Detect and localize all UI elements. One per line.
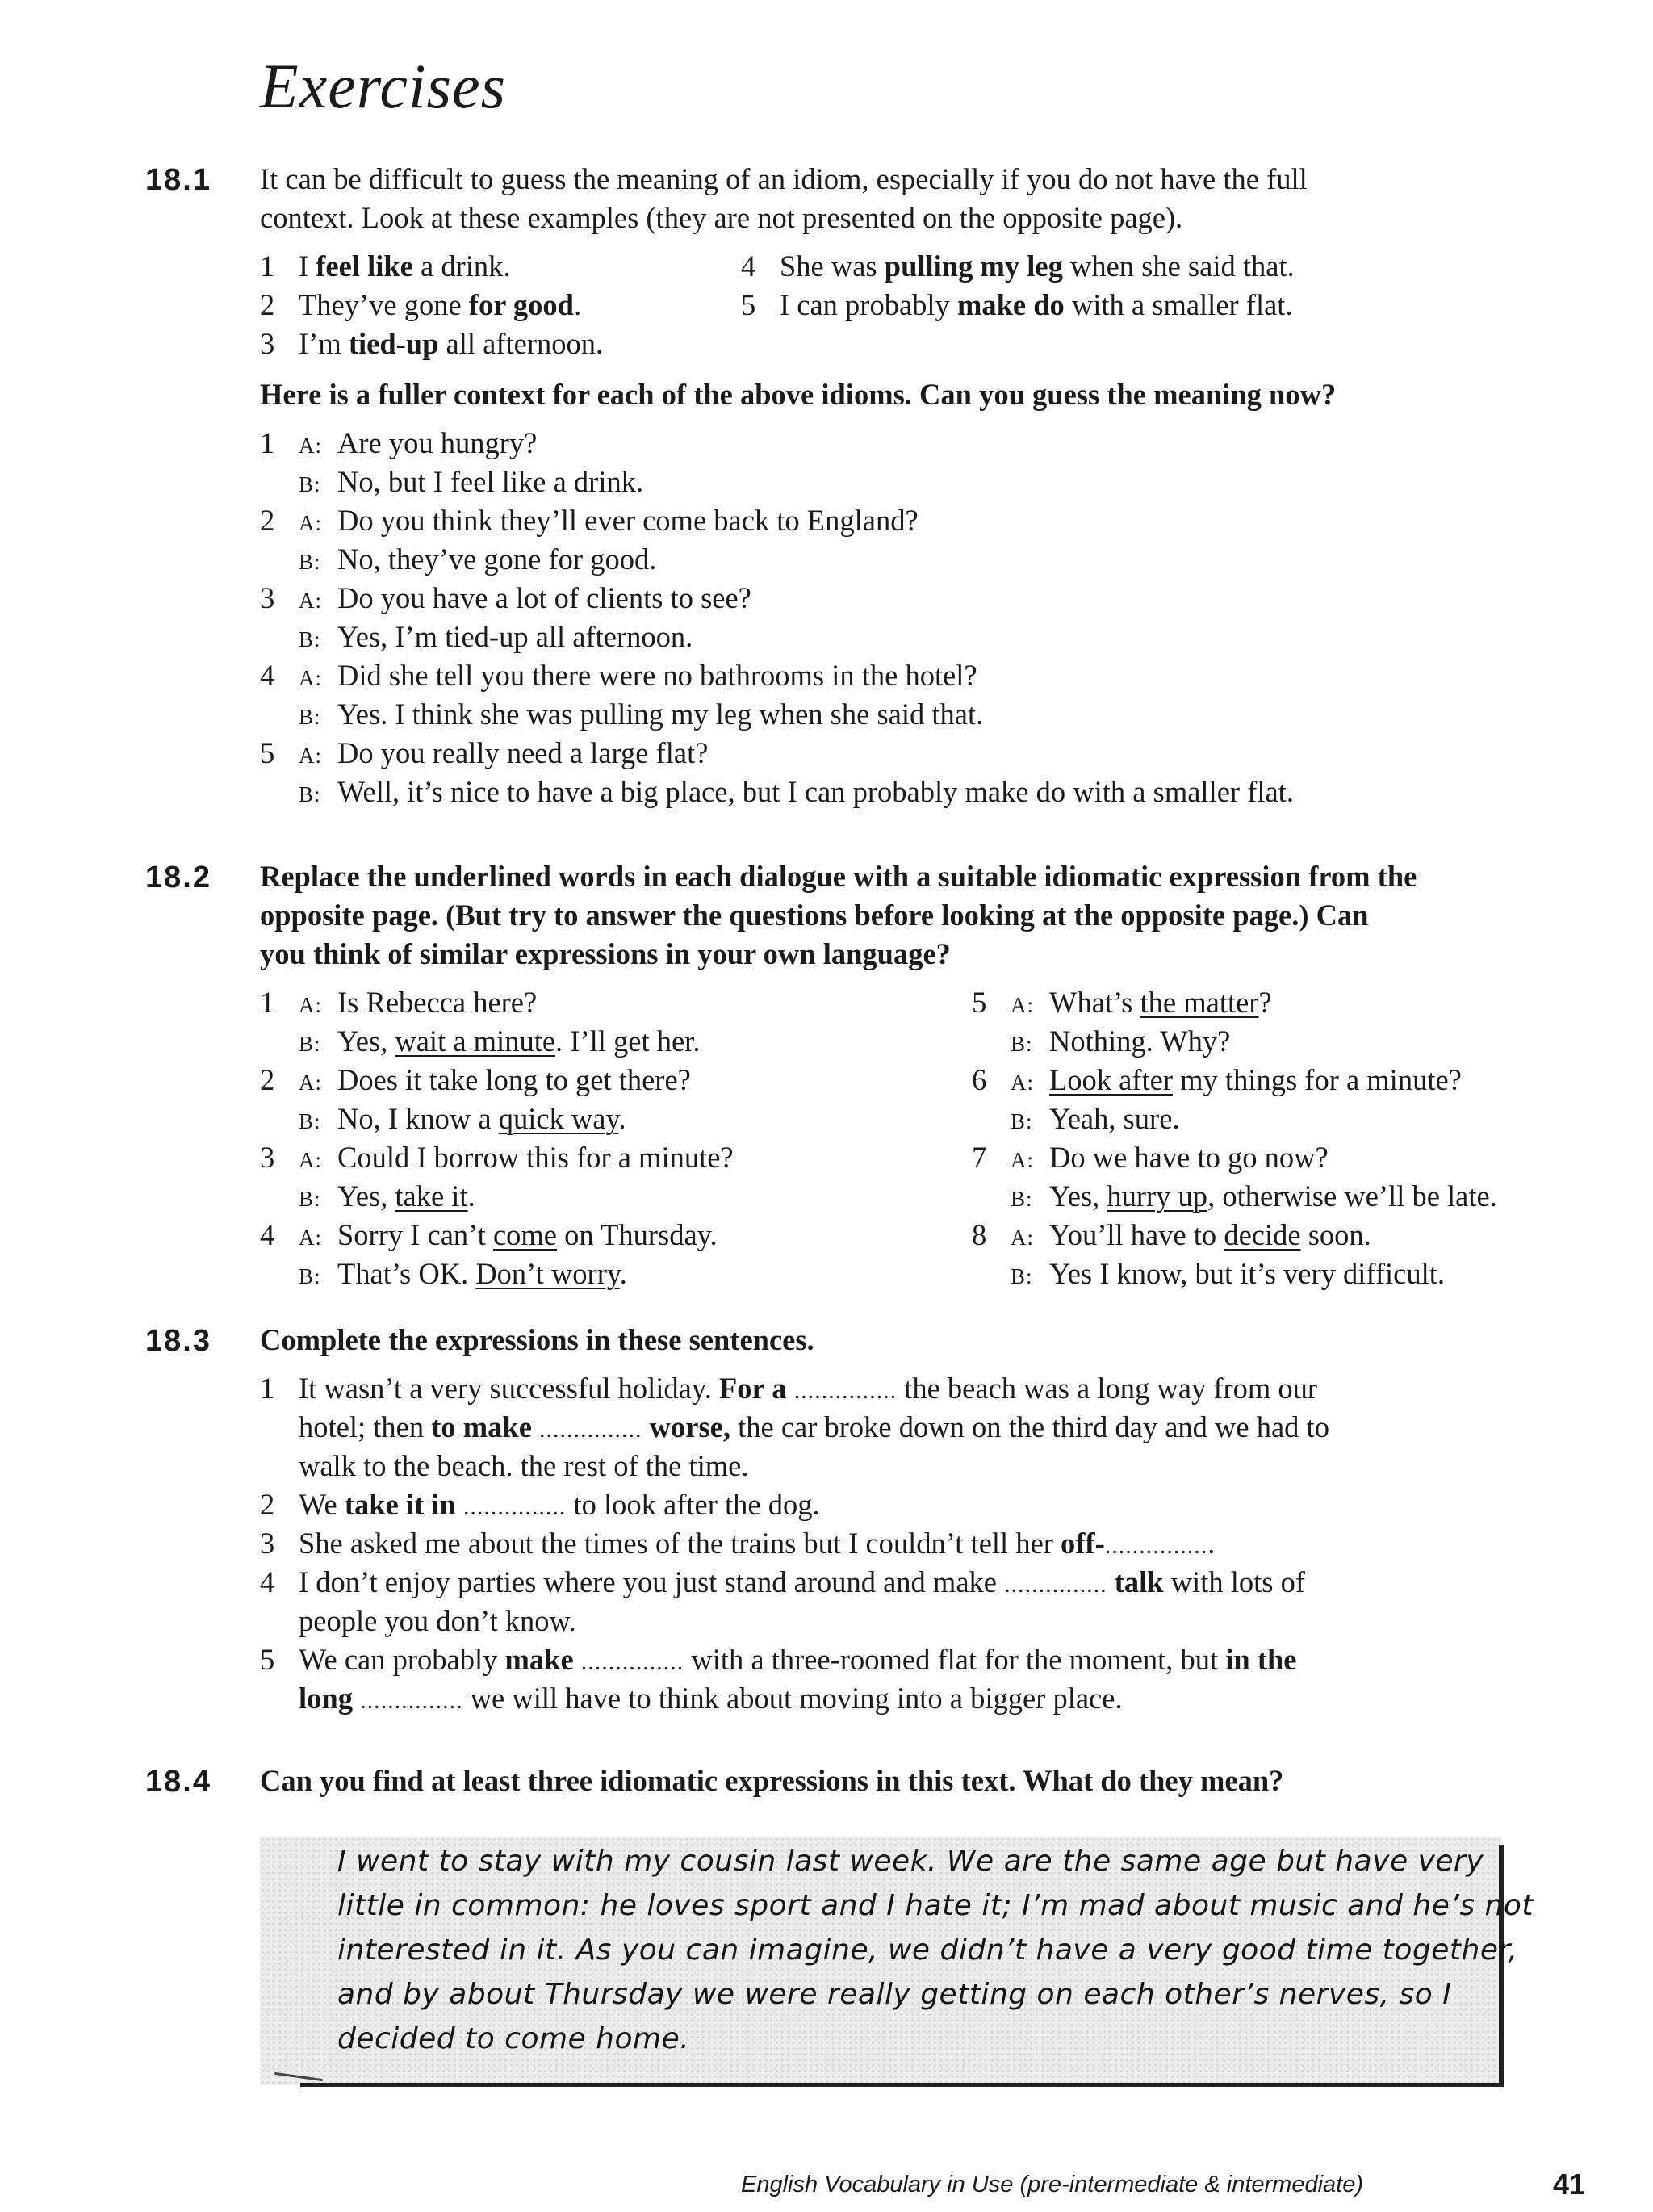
ex2-dialogue-3-b: B: Yes, take it.	[299, 1179, 475, 1213]
handwritten-line-3: interested in it. As you can imagine, we didn’t have a very good time together,	[337, 1933, 1518, 1967]
ex2-dialogue-4-b: B: That’s OK. Don’t worry.	[299, 1257, 627, 1290]
ex1-intro-line1: It can be difficult to guess the meaning of an idiom, especially if you do not have the full	[260, 162, 1308, 195]
ex3-intro: Complete the expressions in these sentences.	[260, 1323, 814, 1356]
ex2-dialogue-6-a: 6 A: Look after my things for a minute?	[972, 1063, 1462, 1096]
ex2-dialogue-4-a: 4 A: Sorry I can’t come on Thursday.	[260, 1218, 718, 1251]
ex1-dialogue-1-a: 1 A: Are you hungry?	[260, 426, 538, 459]
ex1-dialogue-3-b: B: Yes, I’m tied-up all afternoon.	[299, 620, 693, 653]
footer-book-title: English Vocabulary in Use (pre-intermediate & intermediate)	[741, 2172, 1364, 2197]
handwritten-line-5: decided to come home.	[337, 2022, 690, 2055]
ex1-example-1: 1 I feel like a drink.	[260, 249, 511, 283]
ex1-dialogue-5-b: B: Well, it’s nice to have a big place, but I can probably make do with a smaller flat.	[299, 775, 1294, 808]
ex3-sentence-1-line3: walk to the beach. the rest of the time.	[299, 1449, 749, 1482]
ex2-dialogue-5-a: 5 A: What’s the matter?	[972, 986, 1272, 1019]
ex1-example-4: 4 She was pulling my leg when she said that.	[741, 249, 1295, 283]
ex1-example-3: 3 I’m tied-up all afternoon.	[260, 327, 604, 360]
ex2-dialogue-2-a: 2 A: Does it take long to get there?	[260, 1063, 691, 1096]
ex1-dialogue-4-a: 4 A: Did she tell you there were no bathrooms in the hotel?	[260, 659, 977, 692]
ex1-dialogue-2-a: 2 A: Do you think they’ll ever come back to England?	[260, 504, 919, 537]
box-border-bottom	[300, 2083, 1503, 2087]
ex3-sentence-5-line2: long ............... we will have to think about moving into a bigger place.	[299, 1682, 1123, 1715]
ex2-dialogue-1-b: B: Yes, wait a minute. I’ll get her.	[299, 1024, 701, 1058]
ex2-dialogue-1-a: 1 A: Is Rebecca here?	[260, 986, 538, 1019]
ex1-dialogue-4-b: B: Yes. I think she was pulling my leg when she said that.	[299, 698, 984, 731]
ex1-dialogue-3-a: 3 A: Do you have a lot of clients to see?	[260, 581, 751, 614]
ex2-dialogue-2-b: B: No, I know a quick way.	[299, 1102, 626, 1135]
ex2-dialogue-5-b: B: Nothing. Why?	[1011, 1024, 1231, 1058]
ex2-intro-line2: opposite page. (But try to answer the questions before looking at the opposite page.) Can	[260, 899, 1369, 932]
ex2-intro-line1: Replace the underlined words in each dialogue with a suitable idiomatic expression from the	[260, 860, 1417, 893]
ex3-sentence-1-line2: hotel; then to make ............... worse, the car broke down on the third day and we had to	[299, 1410, 1329, 1443]
ex2-dialogue-7-b: B: Yes, hurry up, otherwise we’ll be late.	[1011, 1179, 1497, 1213]
ex2-dialogue-8-a: 8 A: You’ll have to decide soon.	[972, 1218, 1371, 1251]
exercise-number-18-3: 18.3	[145, 1324, 211, 1358]
ex2-dialogue-6-b: B: Yeah, sure.	[1011, 1102, 1180, 1135]
ex1-dialogue-2-b: B: No, they’ve gone for good.	[299, 543, 657, 576]
handwritten-line-1: I went to stay with my cousin last week. We are the same age but have very	[337, 1845, 1484, 1878]
ex3-sentence-3: 3 She asked me about the times of the trains but I couldn’t tell her off-................	[260, 1527, 1216, 1560]
handwritten-line-4: and by about Thursday we were really getting on each other’s nerves, so I	[337, 1978, 1452, 2011]
ex1-dialogue-5-a: 5 A: Do you really need a large flat?	[260, 736, 709, 769]
ex3-sentence-2: 2 We take it in ............... to look after the dog.	[260, 1488, 820, 1521]
ex2-dialogue-7-a: 7 A: Do we have to go now?	[972, 1141, 1329, 1174]
handwritten-line-2: little in common: he loves sport and I hate it; I’m mad about music and he’s not	[337, 1889, 1534, 1922]
ex3-sentence-1-line1: 1 It wasn’t a very successful holiday. For a ............... the beach was a long way from our	[260, 1372, 1318, 1405]
page-title: Exercises	[260, 51, 506, 121]
page-number: 41	[1553, 2168, 1586, 2201]
ex1-dialogue-1-b: B: No, but I feel like a drink.	[299, 465, 644, 498]
ex4-intro: Can you find at least three idiomatic expressions in this text. What do they mean?	[260, 1764, 1284, 1797]
ex2-dialogue-8-b: B: Yes I know, but it’s very difficult.	[1011, 1257, 1446, 1290]
ex3-sentence-4-line1: 4 I don’t enjoy parties where you just stand around and make ............... talk with lots of	[260, 1565, 1305, 1598]
ex2-intro-line3: you think of similar expressions in your own language?	[260, 937, 951, 970]
ex3-sentence-5-line1: 5 We can probably make ............... with a three-roomed flat for the moment, but in the	[260, 1643, 1297, 1676]
exercise-number-18-2: 18.2	[145, 861, 211, 894]
ex1-question: Here is a fuller context for each of the above idioms. Can you guess the meaning now?	[260, 378, 1337, 411]
exercise-number-18-4: 18.4	[145, 1765, 211, 1799]
exercise-number-18-1: 18.1	[145, 163, 211, 197]
ex1-example-2: 2 They’ve gone for good.	[260, 288, 582, 321]
ex1-intro-line2: context. Look at these examples (they are not presented on the opposite page).	[260, 201, 1183, 234]
ex2-dialogue-3-a: 3 A: Could I borrow this for a minute?	[260, 1141, 734, 1174]
ex1-example-5: 5 I can probably make do with a smaller flat.	[741, 288, 1293, 321]
ex3-sentence-4-line2: people you don’t know.	[299, 1604, 576, 1637]
